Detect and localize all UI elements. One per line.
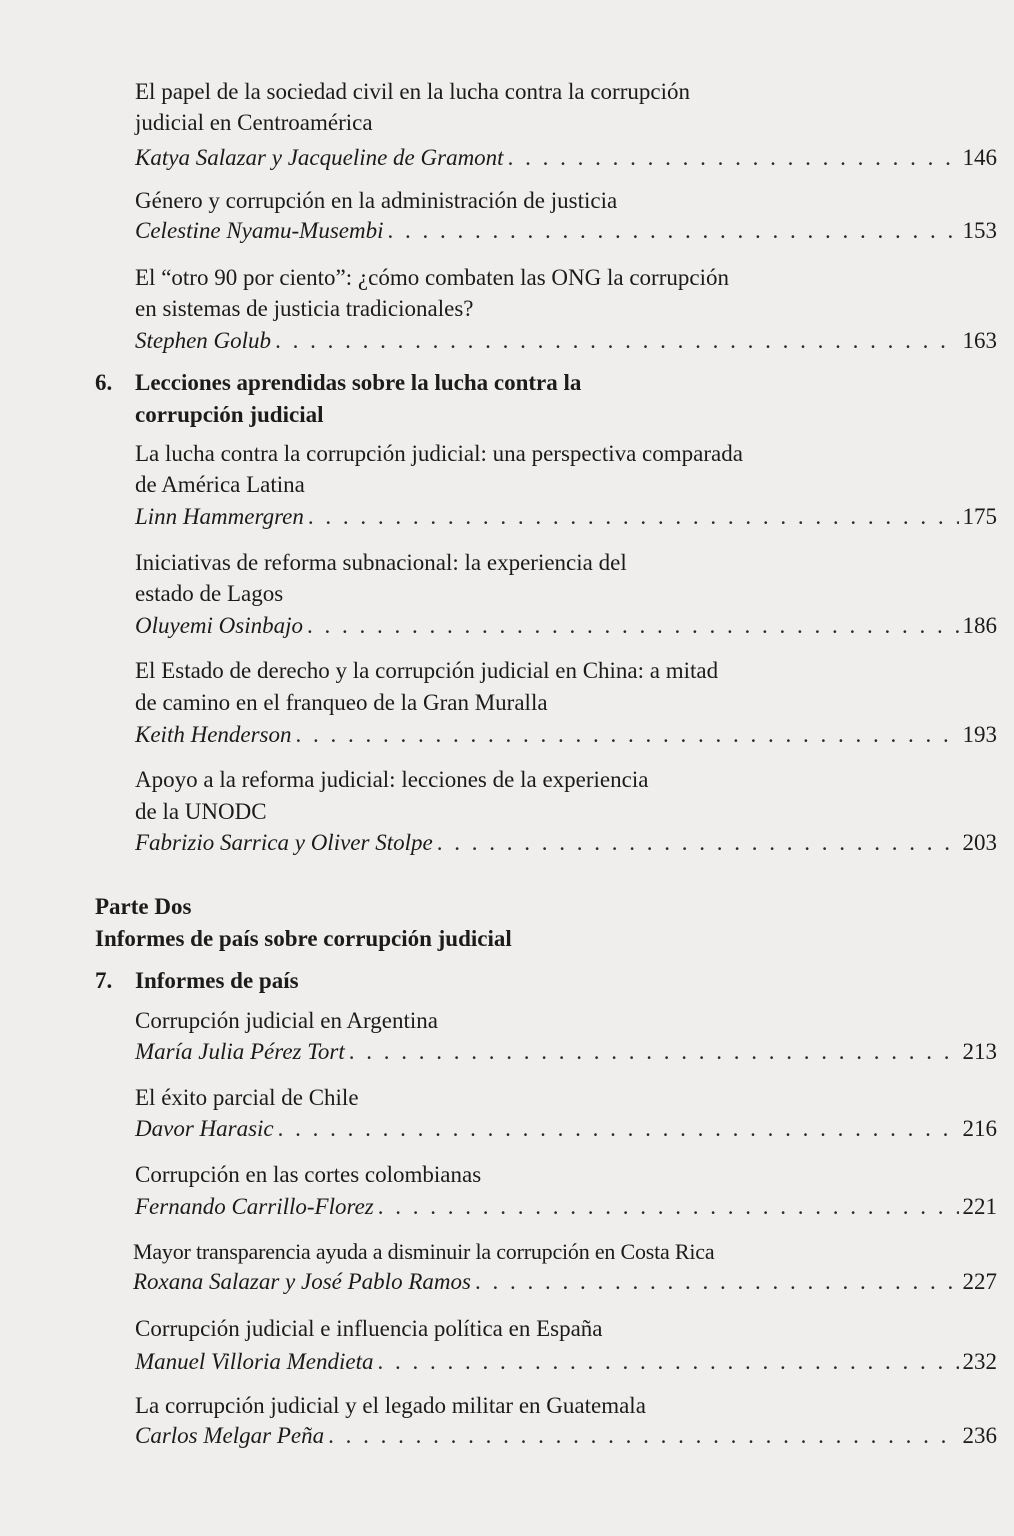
entry-author: Manuel Villoria Mendieta — [135, 1349, 374, 1374]
entry-page: 221 — [962, 1194, 997, 1219]
entry-author: Carlos Melgar Peña — [135, 1423, 325, 1448]
entry-author: Celestine Nyamu-Musembi — [135, 218, 384, 243]
leader-dots — [378, 1192, 959, 1222]
entry-page: 203 — [962, 830, 997, 855]
leader-dots — [377, 1347, 958, 1377]
entry-title: El papel de la sociedad civil en la lucha contra la corrupción — [135, 79, 690, 104]
entry-page: 216 — [962, 1116, 997, 1141]
toc-author-line[interactable] — [135, 502, 997, 532]
toc-author-line[interactable] — [135, 1421, 997, 1451]
leader-dots — [475, 1267, 959, 1297]
section-title: Informes de país — [135, 968, 299, 993]
leader-dots — [508, 143, 959, 173]
entry-title: Corrupción judicial e influencia política en España — [135, 1316, 603, 1341]
toc-author-line[interactable] — [135, 828, 997, 858]
toc-author-line[interactable] — [135, 720, 997, 750]
leader-dots — [437, 828, 959, 858]
entry-page: 232 — [962, 1349, 997, 1374]
entry-title: Mayor transparencia ayuda a disminuir la corrupción en Costa Rica — [133, 1239, 715, 1264]
leader-dots — [349, 1037, 959, 1067]
entry-title: en sistemas de justicia tradicionales? — [135, 296, 474, 321]
toc-author-line[interactable] — [135, 1114, 997, 1144]
entry-title: Corrupción judicial en Argentina — [135, 1008, 438, 1033]
toc-author-line[interactable] — [135, 1347, 997, 1377]
entry-page: 153 — [962, 218, 997, 243]
entry-author: Katya Salazar y Jacqueline de Gramont — [135, 145, 504, 170]
entry-page: 227 — [962, 1269, 997, 1294]
leader-dots — [296, 720, 959, 750]
entry-page: 175 — [962, 504, 997, 529]
entry-author: Keith Henderson — [135, 722, 292, 747]
section-number: 7. — [95, 968, 113, 993]
entry-page: 213 — [962, 1039, 997, 1064]
section-title: corrupción judicial — [135, 402, 324, 427]
entry-title: Apoyo a la reforma judicial: lecciones de la experiencia — [135, 767, 649, 792]
leader-dots — [387, 216, 958, 246]
entry-page: 163 — [962, 328, 997, 353]
entry-page: 146 — [962, 145, 997, 170]
part-label: Parte Dos — [95, 894, 192, 919]
section-title: Lecciones aprendidas sobre la lucha contra la — [135, 370, 582, 395]
toc-author-line[interactable] — [135, 143, 997, 173]
entry-page: 236 — [962, 1423, 997, 1448]
entry-page: 193 — [962, 722, 997, 747]
part-title: Informes de país sobre corrupción judicial — [95, 926, 512, 951]
entry-title: de la UNODC — [135, 799, 267, 824]
leader-dots — [278, 1114, 959, 1144]
entry-title: La corrupción judicial y el legado militar en Guatemala — [135, 1393, 646, 1418]
entry-title: judicial en Centroamérica — [135, 110, 373, 135]
entry-title: de camino en el franqueo de la Gran Muralla — [135, 690, 548, 715]
leader-dots — [328, 1421, 958, 1451]
entry-title: Género y corrupción en la administración de justicia — [135, 188, 618, 213]
entry-author: Stephen Golub — [135, 328, 272, 353]
entry-title: de América Latina — [135, 472, 305, 497]
leader-dots — [307, 611, 958, 641]
entry-author: Davor Harasic — [135, 1116, 274, 1141]
entry-title: El Estado de derecho y la corrupción judicial en China: a mitad — [135, 658, 719, 683]
section-number: 6. — [95, 370, 113, 395]
entry-title: Corrupción en las cortes colombianas — [135, 1162, 482, 1187]
leader-dots — [308, 502, 959, 532]
toc-author-line[interactable] — [135, 611, 997, 641]
entry-author: Linn Hammergren — [135, 504, 304, 529]
entry-title: estado de Lagos — [135, 581, 284, 606]
entry-author: Oluyemi Osinbajo — [135, 613, 304, 638]
leader-dots — [275, 326, 958, 356]
entry-page: 186 — [962, 613, 997, 638]
toc-author-line[interactable] — [135, 1037, 997, 1067]
toc-author-line[interactable] — [135, 216, 997, 246]
entry-author: Fernando Carrillo-Florez — [135, 1194, 374, 1219]
entry-title: Iniciativas de reforma subnacional: la experiencia del — [135, 550, 627, 575]
toc-author-line[interactable] — [133, 1267, 997, 1297]
entry-author: María Julia Pérez Tort — [135, 1039, 345, 1064]
entry-author: Fabrizio Sarrica y Oliver Stolpe — [135, 830, 433, 855]
toc-author-line[interactable] — [135, 1192, 997, 1222]
entry-title: El éxito parcial de Chile — [135, 1085, 359, 1110]
entry-title: La lucha contra la corrupción judicial: una perspectiva comparada — [135, 441, 743, 466]
entry-author: Roxana Salazar y José Pablo Ramos — [133, 1269, 471, 1294]
toc-author-line[interactable] — [135, 326, 997, 356]
entry-title: El “otro 90 por ciento”: ¿cómo combaten las ONG la corrupción — [135, 265, 729, 290]
